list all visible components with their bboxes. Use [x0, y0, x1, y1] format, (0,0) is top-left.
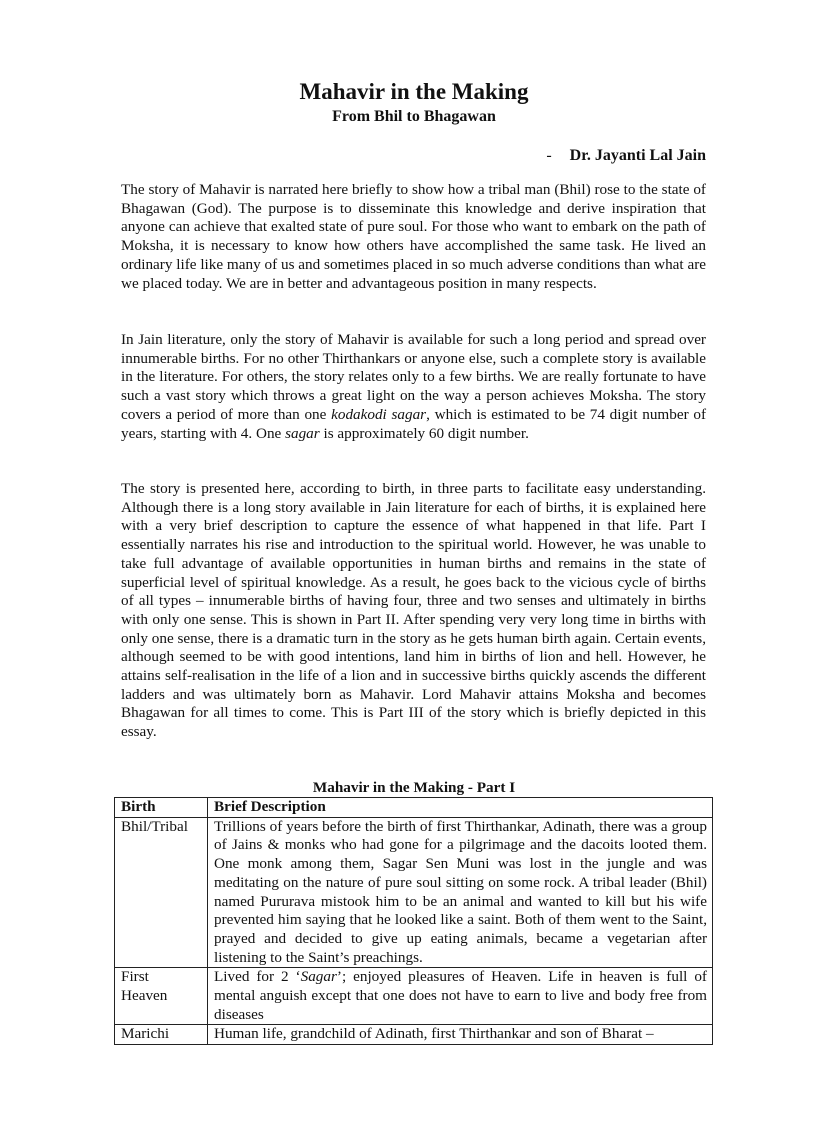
paragraph-text: The story is presented here, according to birth, in three parts to facilitate easy understanding. Although there is a long story available in Jain literature for each of births, it is explained here with a very brief description to capture the essence of what happened in that life. Part I essentially narrates his rise and introduction to the spiritual world. However, he was unable to take full advantage of available opportunities in human births and remains in the state of superficial level of spiritual knowledge. As a result, he goes back to the vicious cycle of births of all types – innumerable births of having four, three and two senses and ultimately in births with only one sense. This is shown in Part II. After spending very very long time in births with only one sense, there is a dramatic turn in the story as he gets human birth again. Certain events, although seemed to be with good intentions, land him in births of lion and hell. However, he attains self-realisation in the life of a lion and in successive births quickly ascends the different ladders and was ultimately born as Mahavir. Lord Mahavir attains Moksha and becomes Bhagawan for all times to come. This is Part III of the story which is briefly depicted in this essay. — [121, 480, 706, 741]
birth-cell: Bhil/Tribal — [115, 817, 208, 968]
paragraph-text: is approximately 60 digit number. — [319, 424, 529, 442]
column-header-birth: Birth — [115, 798, 208, 818]
paragraph-literature — [121, 331, 706, 443]
paragraph-structure — [121, 480, 706, 742]
author-name: Dr. Jayanti Lal Jain — [569, 147, 706, 164]
table-row — [115, 968, 713, 1025]
author-line — [546, 146, 706, 166]
paragraph-intro — [121, 181, 706, 293]
description-cell — [208, 1025, 713, 1045]
document-subtitle: From Bhil to Bhagawan — [332, 108, 496, 125]
births-table — [114, 797, 713, 1045]
table-header-row — [115, 798, 713, 818]
birth-cell: Marichi — [115, 1025, 208, 1045]
author-dash: - — [546, 147, 552, 164]
italic-term: kodakodi sagar — [331, 405, 427, 423]
description-text: Human life, grandchild of Adinath, first Thirthankar and son of Bharat – — [214, 1025, 654, 1043]
table-row — [115, 817, 713, 968]
birth-cell: First Heaven — [115, 968, 208, 1025]
italic-term: Sagar — [300, 968, 337, 986]
italic-term: sagar — [285, 424, 320, 442]
document-title: Mahavir in the Making — [299, 79, 529, 104]
description-cell — [208, 968, 713, 1025]
table-row — [115, 1025, 713, 1045]
description-text: ’; enjoyed pleasures of Heaven. Life in heaven is full of mental anguish except that one does not have to earn to live and body free from diseases — [214, 968, 707, 1023]
column-header-description: Brief Description — [208, 798, 713, 818]
description-text: Trillions of years before the birth of first Thirthankar, Adinath, there was a group of Jains & monks who had gone for a pilgrimage and the dacoits looted them. One monk among them, Sagar Sen Muni was lost in the jungle and was meditating on the nature of pure soul sitting on some rock. A tribal leader (Bhil) named Pururava mistook him to be an animal and wanted to kill but his wife prevented him saying that he looked like a saint. Both of them went to the Saint, prayed and decided to give up eating animals, became a vegetarian after listening to the Saint’s preachings. — [214, 817, 707, 966]
paragraph-text: In Jain literature, only the story of Mahavir is available for such a long period and spread over innumerable births. For no other Thirthankars or anyone else, such a complete story is available in the literature. For others, the story relates only to a few births. We are really fortunate to have such a vast story which throws a great light on the way a person achieves Moksha. The story covers a period of more than one — [121, 331, 706, 423]
paragraph-text: The story of Mahavir is narrated here briefly to show how a tribal man (Bhil) rose to the state of Bhagawan (God). The purpose is to disseminate this knowledge and derive inspiration that anyone can achieve that exalted state of pure soul. For those who want to embark on the path of Moksha, it is necessary to know how others have accomplished the same task. He lived an ordinary life like many of us and sometimes placed in so much adverse conditions than what are we placed today. We are in better and advantageous position in many respects. — [121, 181, 706, 292]
paragraph-text: , which is estimated to be 74 digit number of years, starting with 4. One — [121, 405, 706, 442]
description-text: Lived for 2 ‘ — [214, 968, 301, 986]
description-cell — [208, 817, 713, 968]
table-caption: Mahavir in the Making - Part I — [312, 779, 516, 796]
